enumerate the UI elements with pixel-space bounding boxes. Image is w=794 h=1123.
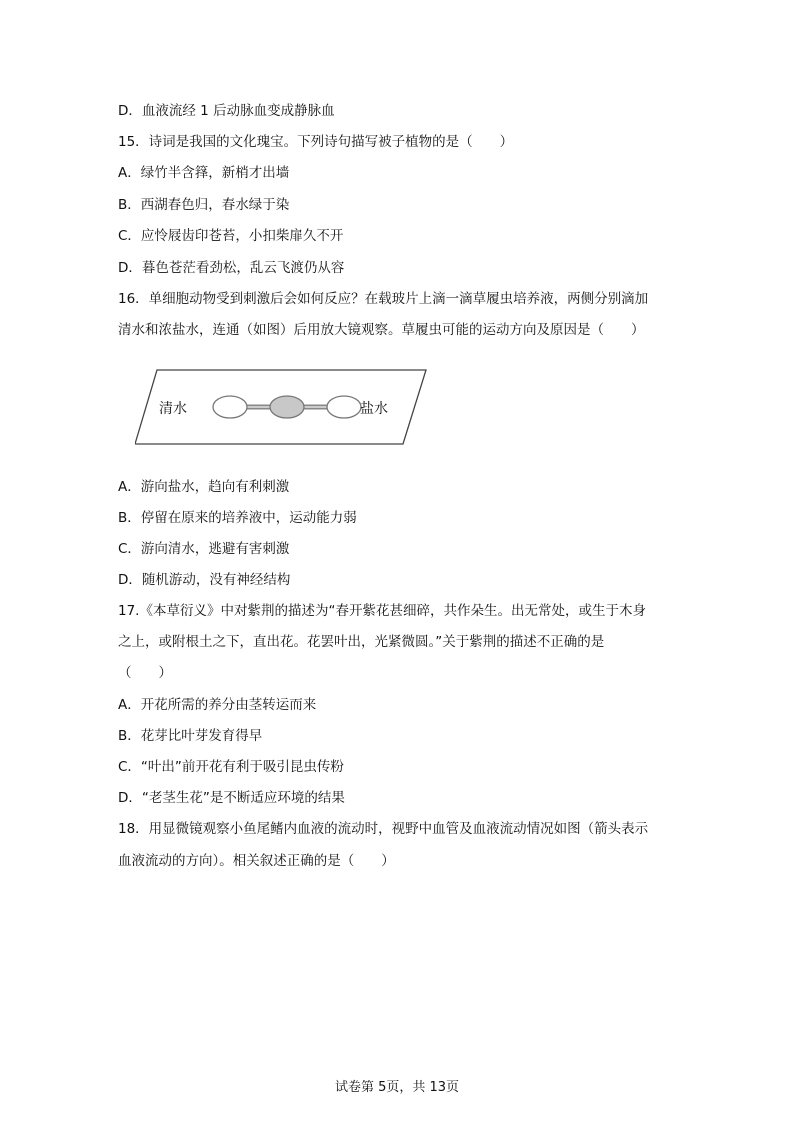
- question-18-line2: 血液流动的方向）。相关叙述正确的是（ ）: [118, 853, 395, 869]
- option-16a: A．游向盐水，趋向有利刺激: [118, 479, 290, 495]
- question-17-line1: 17.《本草衍义》中对紫荆的描述为“春开紫花甚细碎，共作朵生。出无常处，或生于木身: [118, 603, 646, 619]
- page-footer: 试卷第 5页，共 13页: [334, 1080, 460, 1095]
- salt-water-label: 盐水: [360, 401, 388, 417]
- option-16c: C．游向清水，逃避有害刺激: [118, 541, 290, 557]
- option-16b: B．停留在原来的培养液中，运动能力弱: [118, 510, 357, 526]
- option-14d: D．血液流经 1 后动脉血变成静脉血: [118, 103, 335, 119]
- option-15b: B．西湖春色归，春水绿于染: [118, 197, 290, 213]
- question-17-line2: 之上，或附根土之下，直出花。花罢叶出，光紧微圆。”关于紫荆的描述不正确的是: [118, 634, 605, 650]
- clear-water-label: 清水: [159, 401, 187, 417]
- option-17a: A．开花所需的养分由茎转运而来: [118, 697, 317, 713]
- option-17b: B．花芽比叶芽发育得早: [118, 728, 263, 744]
- question-17-blank: （ ）: [118, 665, 172, 681]
- option-15d: D．暮色苍茫看劲松，乱云飞渡仍从容: [118, 260, 345, 276]
- option-15a: A．绿竹半含箨，新梢才出墙: [118, 165, 290, 181]
- question-16-line2: 清水和浓盐水，连通（如图）后用放大镜观察。草履虫可能的运动方向及原因是（ ）: [118, 322, 645, 338]
- option-17c: C．“叶出”前开花有利于吸引昆虫传粉: [118, 759, 344, 775]
- option-16d: D．随机游动，没有神经结构: [118, 572, 291, 588]
- question-15: 15．诗词是我国的文化瑰宝。下列诗句描写被子植物的是（ ）: [118, 134, 514, 150]
- option-15c: C．应怜屐齿印苍苔，小扣柴扉久不开: [118, 228, 344, 244]
- question-18-line1: 18．用显微镜观察小鱼尾鳍内血液的流动时，视野中血管及血液流动情况如图（箭头表示: [118, 821, 649, 837]
- question-16-line1: 16．单细胞动物受到刺激后会如何反应？在载玻片上滴一滴草履虫培养液，两侧分别滴加: [118, 291, 649, 307]
- slide-figure: [135, 366, 435, 450]
- option-17d: D．“老茎生花”是不断适应环境的结果: [118, 790, 345, 806]
